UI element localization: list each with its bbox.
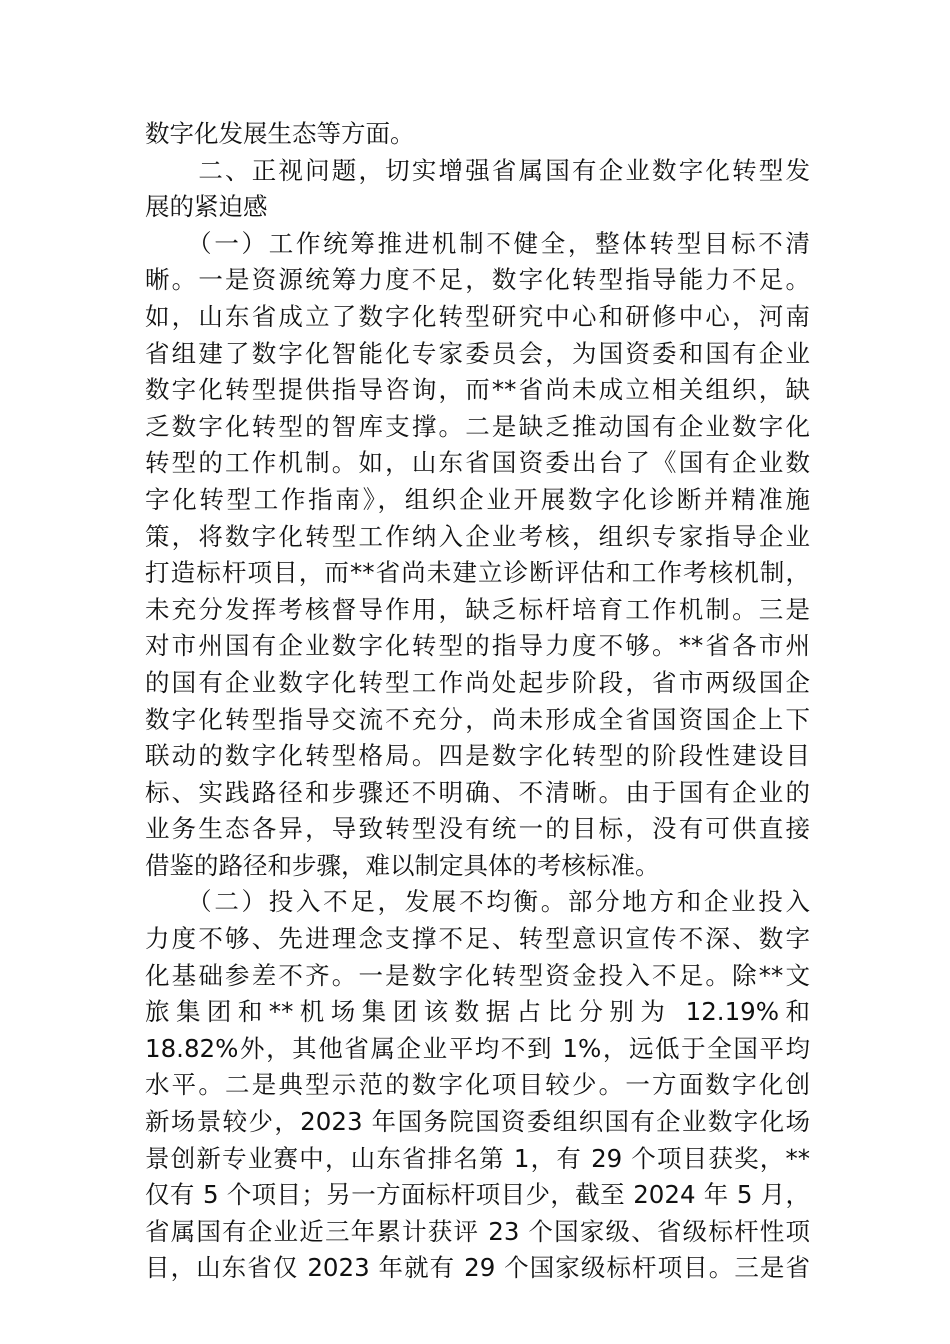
text-line: 力度不够、先进理念支撑不足、转型意识宣传不深、数字 xyxy=(145,924,810,954)
text-line: 省属国有企业近三年累计获评 23 个国家级、省级标杆性项 xyxy=(145,1216,810,1246)
text-line: 新场景较少，2023 年国务院国资委组织国有企业数字化场 xyxy=(145,1107,810,1137)
text-line: 目，山东省仅 2023 年就有 29 个国家级标杆项目。三是省 xyxy=(145,1253,810,1283)
subsection-heading-line: （一）工作统筹推进机制不健全，整体转型目标不清 xyxy=(145,228,810,258)
text-line: 乏数字化转型的智库支撑。二是缺乏推动国有企业数字化 xyxy=(145,411,810,441)
text-line: 数字化发展生态等方面。 xyxy=(145,119,415,148)
text-line: 化基础参差不齐。一是数字化转型资金投入不足。除**文 xyxy=(145,960,810,990)
text-line: 数字化转型指导交流不充分，尚未形成全省国资国企上下 xyxy=(145,704,810,734)
text-line: 转型的工作机制。如，山东省国资委出台了《国有企业数 xyxy=(145,448,810,478)
text-line: 省组建了数字化智能化专家委员会，为国资委和国有企业 xyxy=(145,338,810,368)
text-line: 打造标杆项目，而**省尚未建立诊断评估和工作考核机制， xyxy=(145,558,810,588)
text-line: 策，将数字化转型工作纳入企业考核，组织专家指导企业 xyxy=(145,521,810,551)
text-line: 18.82%外，其他省属企业平均不到 1%，远低于全国平均 xyxy=(145,1033,810,1063)
text-line: 未充分发挥考核督导作用，缺乏标杆培育工作机制。三是 xyxy=(145,594,810,624)
text-line: 对市州国有企业数字化转型的指导力度不够。**省各市州 xyxy=(145,631,810,661)
document-body xyxy=(145,116,810,1287)
text-line: 景创新专业赛中，山东省排名第 1，有 29 个项目获奖，** xyxy=(145,1143,810,1173)
text-line: 业务生态各异，导致转型没有统一的目标，没有可供直接 xyxy=(145,814,810,844)
text-line: 借鉴的路径和步骤，难以制定具体的考核标准。 xyxy=(145,850,660,880)
text-line: 字化转型工作指南》，组织企业开展数字化诊断并精准施 xyxy=(145,484,810,514)
subsection-heading-line: （二）投入不足，发展不均衡。部分地方和企业投入 xyxy=(145,887,810,917)
text-line: 如，山东省成立了数字化转型研究中心和研修中心，河南 xyxy=(145,301,810,331)
section-heading-line: 二、正视问题，切实增强省属国有企业数字化转型发 xyxy=(145,155,810,185)
text-line: 仅有 5 个项目；另一方面标杆项目少，截至 2024 年 5 月， xyxy=(145,1180,810,1210)
text-line: 水平。二是典型示范的数字化项目较少。一方面数字化创 xyxy=(145,1070,810,1100)
text-line: 晰。一是资源统筹力度不足，数字化转型指导能力不足。 xyxy=(145,265,810,295)
section-heading-line: 展的紧迫感 xyxy=(145,192,268,222)
text-line: 数字化转型提供指导咨询，而**省尚未成立相关组织，缺 xyxy=(145,375,810,405)
text-line: 旅集团和**机场集团该数据占比分别为 12.19%和 xyxy=(145,997,810,1027)
text-line: 标、实践路径和步骤还不明确、不清晰。由于国有企业的 xyxy=(145,777,810,807)
text-line: 联动的数字化转型格局。四是数字化转型的阶段性建设目 xyxy=(145,741,810,771)
text-line: 的国有企业数字化转型工作尚处起步阶段，省市两级国企 xyxy=(145,667,810,697)
